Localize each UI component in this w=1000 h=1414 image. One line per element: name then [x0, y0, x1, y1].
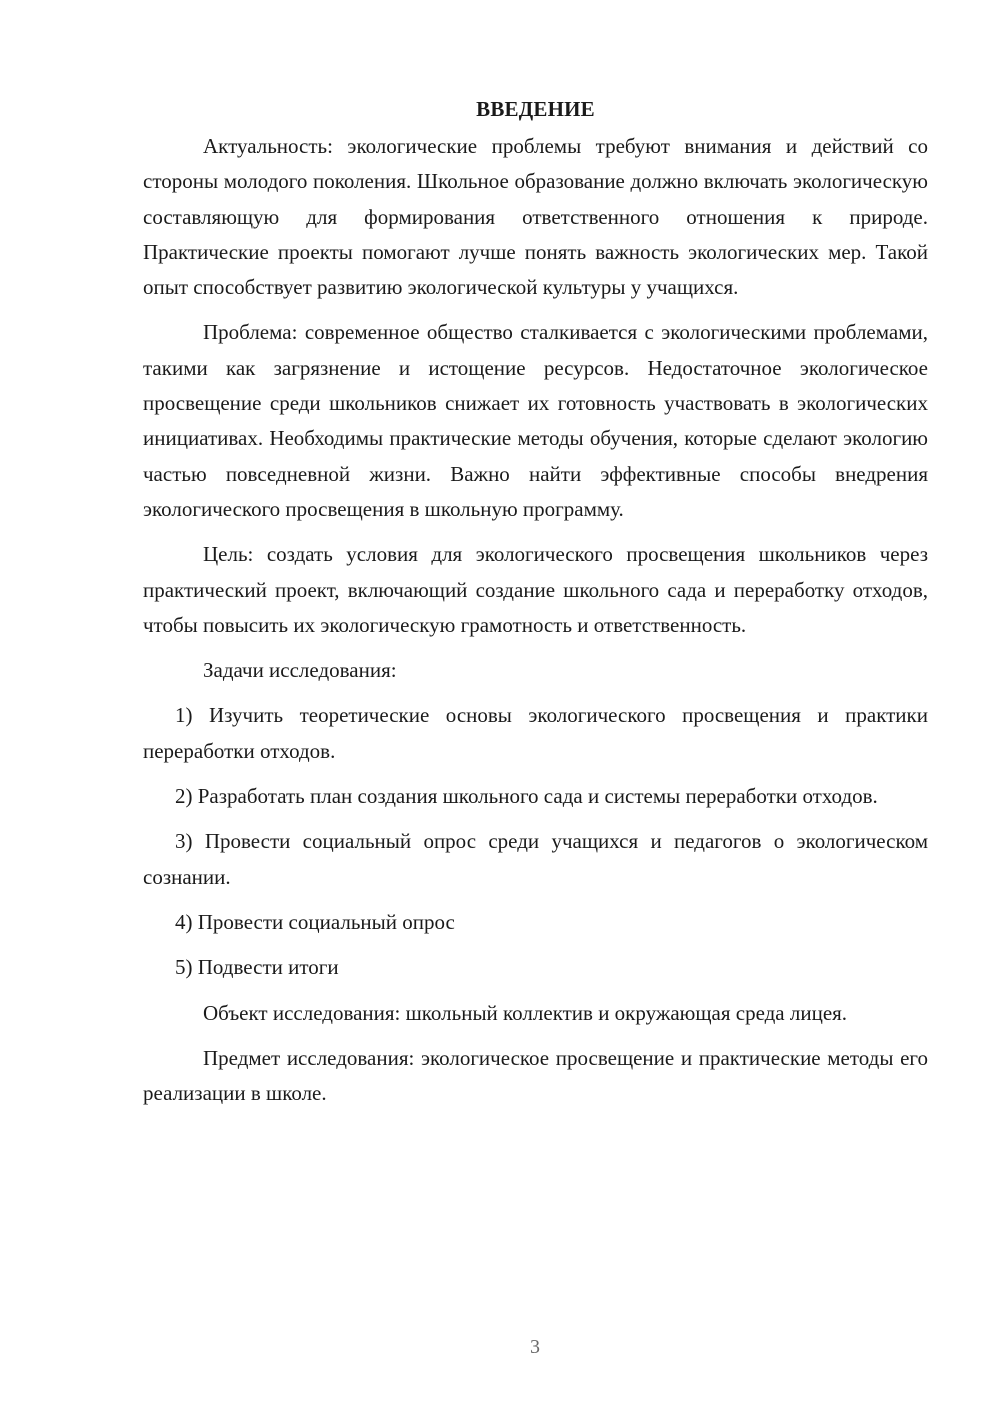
task-item-1: 1) Изучить теоретические основы экологического просвещения и практики переработки отходов. — [143, 703, 928, 763]
tasks-heading: Задачи исследования: — [203, 658, 397, 683]
task-item-3: 3) Провести социальный опрос среди учащихся и педагогов о экологическом сознании. — [143, 829, 928, 889]
task-item-2: 2) Разработать план создания школьного сада и системы переработки отходов. — [175, 784, 878, 809]
task-item-4: 4) Провести социальный опрос — [175, 909, 455, 934]
object-paragraph: Объект исследования: школьный коллектив и окружающая среда лицея. — [203, 1000, 848, 1025]
relevance-paragraph: Актуальность: экологические проблемы требуют внимания и действий со стороны молодого поколения. Школьное образование должно включать экологическую составляющую для формирования ответственного отношения к природе. Практические проекты помогают лучше понять важность экологических мер. Такой опыт способствует развитию экологической культуры у учащихся. — [143, 134, 928, 300]
subject-paragraph: Предмет исследования: экологическое просвещение и практические методы его реализации в школе. — [143, 1045, 928, 1106]
goal-paragraph: Цель: создать условия для экологического просвещения школьников через практический проект, включающий создание школьного сада и переработку отходов, чтобы повысить их экологическую грамотность и ответственность. — [143, 542, 928, 637]
section-title: ВВЕДЕНИЕ — [476, 97, 595, 121]
page-number: 3 — [530, 1336, 540, 1358]
page-content — [143, 92, 928, 1111]
task-item-5: 5) Подвести итоги — [175, 955, 339, 980]
problem-paragraph: Проблема: современное общество сталкивается с экологическими проблемами, такими как загрязнение и истощение ресурсов. Недостаточное экологическое просвещение среди школьников снижает их готовность участвовать в экологических инициативах. Необходимы практические методы обучения, которые сделают экологию частью повседневной жизни. Важно найти эффективные способы внедрения экологического просвещения в школьную программу. — [143, 320, 928, 521]
